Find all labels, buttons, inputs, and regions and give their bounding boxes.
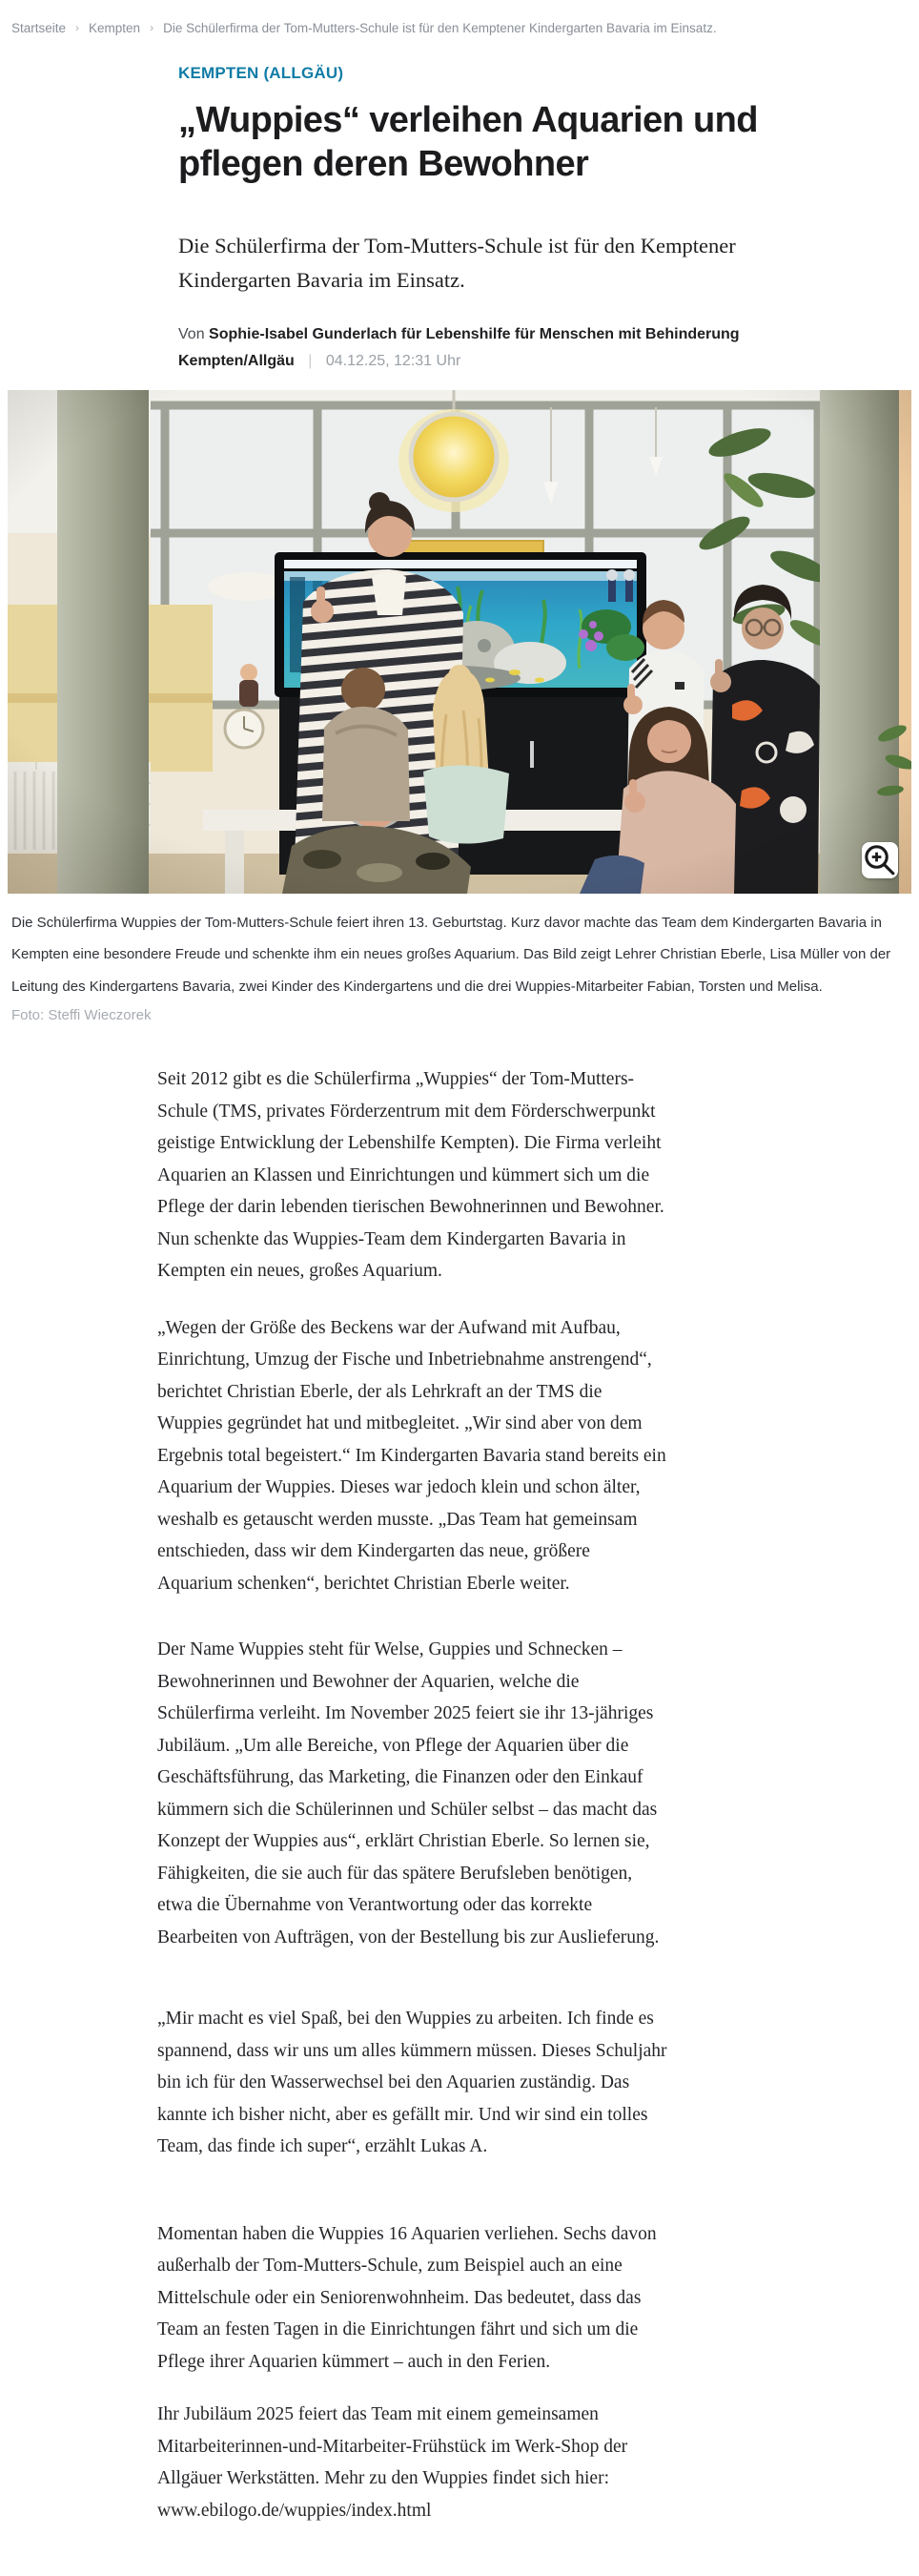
paragraph: „Wegen der Größe des Beckens war der Aufwand mit Aufbau, Einrichtung, Umzug der Fische und Inbetriebnahme anstrengend“, berichtet Christian Eberle, der als Lehrkraft an der TMS die Wuppies gegründet hat und mitbegleitet. „Wir sind aber von dem Ergebnis total begeistert.“ Im Kindergarten Bavaria stand bereits ein Aquarium der Wuppies. Dieses war jedoch klein und schon älter, weshalb es getauscht werden musste. „Das Team hat gemeinsam entschieden, dass wir dem Kindergarten das neue, größere Aquarium schenken“, berichtet Christian Eberle weiter.	[157, 1317, 666, 1594]
figure-caption-block	[11, 907, 906, 1024]
byline-separator: |	[308, 352, 313, 369]
byline	[178, 321, 769, 375]
paragraph: Der Name Wuppies steht für Welse, Guppies und Schnecken – Bewohnerinnen und Bewohner der Aquarien, welche die Schülerfirma verleiht. Im November 2025 feiert sie ihr 13-jähriges Jubiläum. „Um alle Bereiche, von Pflege der Aquarien über die Geschäftsführung, das Marketing, die Finanzen oder den Einkauf kümmern sich die Schülerinnen und Schüler selbst – das macht das Konzept der Wuppies aus“, erklärt Christian Eberle. So lernen sie, Fähigkeiten, die sie auch für das spätere Berufsleben benötigen, etwa die Übernahme von Verantwortung oder das korrekte Bearbeiten von Aufträgen, von der Bestellung bis zur Auslieferung.	[157, 1639, 660, 1947]
breadcrumb	[0, 0, 919, 35]
paragraph: „Mir macht es viel Spaß, bei den Wuppies zu arbeiten. Ich finde es spannend, dass wir uns um alles kümmern müssen. Dieses Schuljahr bin ich für den Wasserwechsel bei den Aquarien zuständig. Das kannte ich bisher nicht, aber es gefällt mir. Und wir sind ein tolles Team, das finde ich super“, erzählt Lukas A.	[157, 2009, 667, 2157]
breadcrumb-item-startseite[interactable]: Startseite	[11, 21, 67, 35]
article-photo	[8, 390, 911, 894]
page-title: „Wuppies“ verleihen Aquarien und pflegen deren Bewohner	[178, 100, 758, 185]
chevron-right-icon: ›	[150, 20, 154, 34]
article-header	[178, 64, 807, 375]
article-subtitle: Die Schülerfirma der Tom-Mutters-Schule ist für den Kemptener Kindergarten Bavaria im Einsatz.	[178, 233, 736, 293]
breadcrumb-item-kempten[interactable]: Kempten	[89, 21, 141, 35]
article-body	[157, 1063, 667, 2576]
chevron-right-icon: ›	[75, 20, 80, 34]
byline-datetime: 04.12.25, 12:31 Uhr	[325, 352, 461, 369]
magnifier-plus-icon	[862, 842, 898, 878]
photo-illustration	[8, 390, 911, 894]
paragraph: Ihr Jubiläum 2025 feiert das Team mit einem gemeinsamen Mitarbeiterinnen-und-Mitarbeiter-Frühstück im Werk-Shop der Allgäuer Werkstätten. Mehr zu den Wuppies findet sich hier: www.ebilogo.de/wuppies/index.html	[157, 2404, 628, 2521]
photo-credit: Foto: Steffi Wieczorek	[11, 1007, 152, 1024]
byline-prefix: Von	[178, 325, 205, 342]
image-zoom-button[interactable]	[862, 842, 898, 878]
breadcrumb-item-current: Die Schülerfirma der Tom-Mutters-Schule ist für den Kemptener Kindergarten Bavaria im Einsatz.	[163, 21, 717, 35]
kicker-label[interactable]: KEMPTEN (ALLGÄU)	[178, 64, 344, 82]
paragraph: Momentan haben die Wuppies 16 Aquarien verliehen. Sechs davon außerhalb der Tom-Mutters-Schule, zum Beispiel auch an eine Mittelschule oder ein Seniorenwohnheim. Das bedeutet, dass das Team an festen Tagen in die Einrichtungen fährt und sich um die Pflege ihrer Aquarien kümmert – auch in den Ferien.	[157, 2223, 657, 2372]
figure-caption: Die Schülerfirma Wuppies der Tom-Mutters-Schule feiert ihren 13. Geburtstag. Kurz davor machte das Team dem Kindergarten Bavaria in Kempten eine besondere Freude und schenkte ihm ein neues großes Aquarium. Das Bild zeigt Lehrer Christian Eberle, Lisa Müller von der Leitung des Kindergartens Bavaria, zwei Kinder des Kindergartens und die drei Wuppies-Mitarbeiter Fabian, Torsten und Melisa.	[11, 914, 891, 996]
paragraph: Seit 2012 gibt es die Schülerfirma „Wuppies“ der Tom-Mutters-Schule (TMS, privates Förderzentrum mit dem Förderschwerpunkt geistige Entwicklung der Lebenshilfe Kempten). Die Firma verleiht Aquarien an Klassen und Einrichtungen und kümmert sich um die Pflege der darin lebenden tierischen Bewohnerinnen und Bewohner. Nun schenkte das Wuppies-Team dem Kindergarten Bavaria in Kempten ein neues, großes Aquarium.	[157, 1069, 664, 1282]
byline-author[interactable]: Sophie-Isabel Gunderlach für Lebenshilfe für Menschen mit Behinderung Kempten/Allgäu	[178, 325, 740, 369]
